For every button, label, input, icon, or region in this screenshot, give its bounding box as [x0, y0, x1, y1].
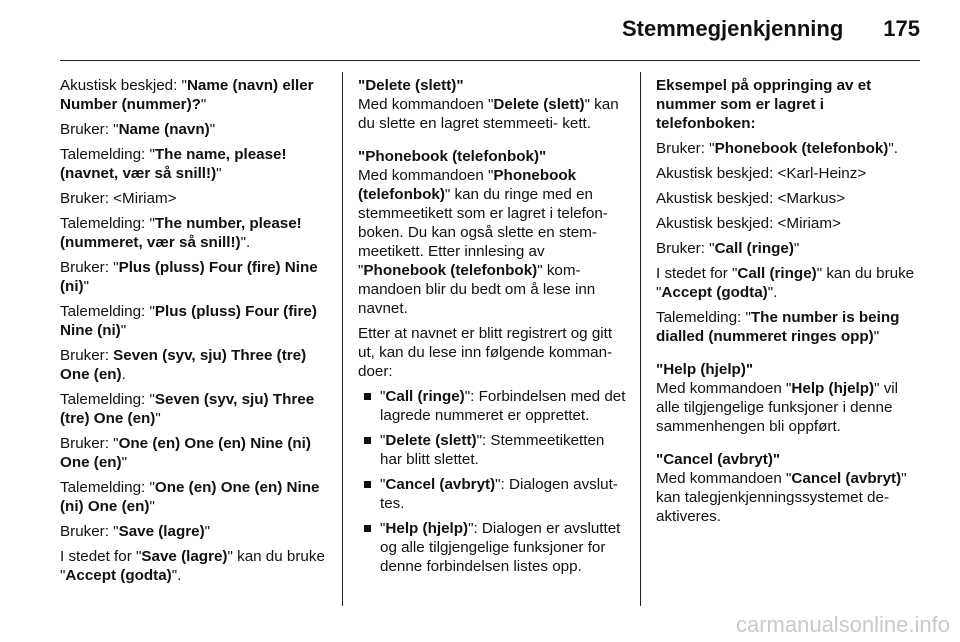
page-number: 175 — [883, 16, 920, 41]
user-line: Bruker: "Save (lagre)" — [60, 523, 211, 540]
voice-message-line: Talemelding: "The number is being dialled (nummeret ringes opp)" — [656, 309, 900, 345]
phonebook-heading: "Phonebook (telefonbok)" — [358, 148, 547, 165]
note-line: I stedet for "Call (ringe)" kan du bruke "Accept (godta)". — [656, 265, 915, 301]
bullet-square-icon — [364, 437, 371, 444]
note-line: I stedet for "Save (lagre)" kan du bruke "Accept (godta)". — [60, 548, 325, 584]
example-heading: Eksempel på oppringing av et nummer som er lagret i telefonboken: — [656, 77, 872, 132]
user-line: Bruker: "Phonebook (telefonbok)". — [656, 140, 898, 157]
prompt-line: Akustisk beskjed: <Miriam> — [656, 215, 841, 232]
help-section — [656, 360, 922, 436]
list-item: "Call (ringe)": Forbindelsen med det lagrede nummeret er opprettet. — [358, 387, 628, 425]
user-line: Bruker: "Plus (pluss) Four (fire) Nine (ni)" — [60, 259, 318, 295]
prompt-line: Akustisk beskjed: <Markus> — [656, 190, 846, 207]
page-header — [622, 16, 920, 48]
voice-message-line: Talemelding: "Seven (syv, sju) Three (tre) One (en)" — [60, 391, 315, 427]
delete-heading: "Delete (slett)" — [358, 77, 464, 94]
user-line: Bruker: "One (en) One (en) Nine (ni) One (en)" — [60, 435, 311, 471]
bullet-square-icon — [364, 481, 371, 488]
phonebook-body: Med kommandoen "Phonebook (telefonbok)" kan du ringe med en stemmeetikett som er lagret i telefon- boken. Du kan også slette en stem- meetikett. Etter innlesing av "Phonebook (telefonbok)" kom- mandoen blir du bedt om å lese inn navnet. — [358, 167, 608, 317]
cancel-body: Med kommandoen "Cancel (avbryt)" kan talegjenkjenningssystemet de- aktiveres. — [656, 470, 907, 525]
cancel-section — [656, 450, 922, 526]
column-divider-2 — [640, 72, 641, 606]
user-line: Bruker: Seven (syv, sju) Three (tre) One (en). — [60, 347, 307, 383]
list-item: "Delete (slett)": Stemmeetiketten har blitt slettet. — [358, 431, 628, 469]
column-divider-1 — [342, 72, 343, 606]
phonebook-section — [358, 147, 628, 318]
help-body: Med kommandoen "Help (hjelp)" vil alle tilgjengelige funksjoner i denne sammenhengen bli oppført. — [656, 380, 899, 435]
user-line: Bruker: "Call (ringe)" — [656, 240, 800, 257]
command-list — [358, 387, 628, 576]
voice-message-line: Talemelding: "The name, please! (navnet, vær så snill!)" — [60, 146, 287, 182]
voice-message-line: Talemelding: "Plus (pluss) Four (fire) Nine (ni)" — [60, 303, 317, 339]
watermark: carmanualsonline.info — [735, 612, 950, 637]
column-3 — [656, 76, 922, 532]
user-line: Bruker: <Miriam> — [60, 190, 177, 207]
voice-message-line: Talemelding: "One (en) One (en) Nine (ni) One (en)" — [60, 479, 320, 515]
cancel-heading: "Cancel (avbryt)" — [656, 451, 781, 468]
help-heading: "Help (hjelp)" — [656, 361, 754, 378]
delete-section — [358, 76, 628, 133]
after-registration-text: Etter at navnet er blitt registrert og gitt ut, kan du lese inn følgende komman- doer: — [358, 325, 613, 380]
prompt-line: Akustisk beskjed: "Name (navn) eller Number (nummer)?" — [60, 77, 314, 113]
column-2 — [358, 76, 628, 582]
list-item: "Cancel (avbryt)": Dialogen avslut- tes. — [358, 475, 628, 513]
page-title: Stemmegjenkjenning — [622, 16, 844, 41]
bullet-square-icon — [364, 393, 371, 400]
bullet-square-icon — [364, 525, 371, 532]
prompt-line: Akustisk beskjed: <Karl-Heinz> — [656, 165, 867, 182]
user-line: Bruker: "Name (navn)" — [60, 121, 216, 138]
header-rule — [60, 60, 920, 61]
column-1 — [60, 76, 326, 591]
delete-body: Med kommandoen "Delete (slett)" kan du slette en lagret stemmeeti- kett. — [358, 96, 619, 132]
voice-message-line: Talemelding: "The number, please! (nummeret, vær så snill!)". — [60, 215, 302, 251]
list-item: "Help (hjelp)": Dialogen er avsluttet og alle tilgjengelige funksjoner for denne forbindelsen listes opp. — [358, 519, 628, 576]
